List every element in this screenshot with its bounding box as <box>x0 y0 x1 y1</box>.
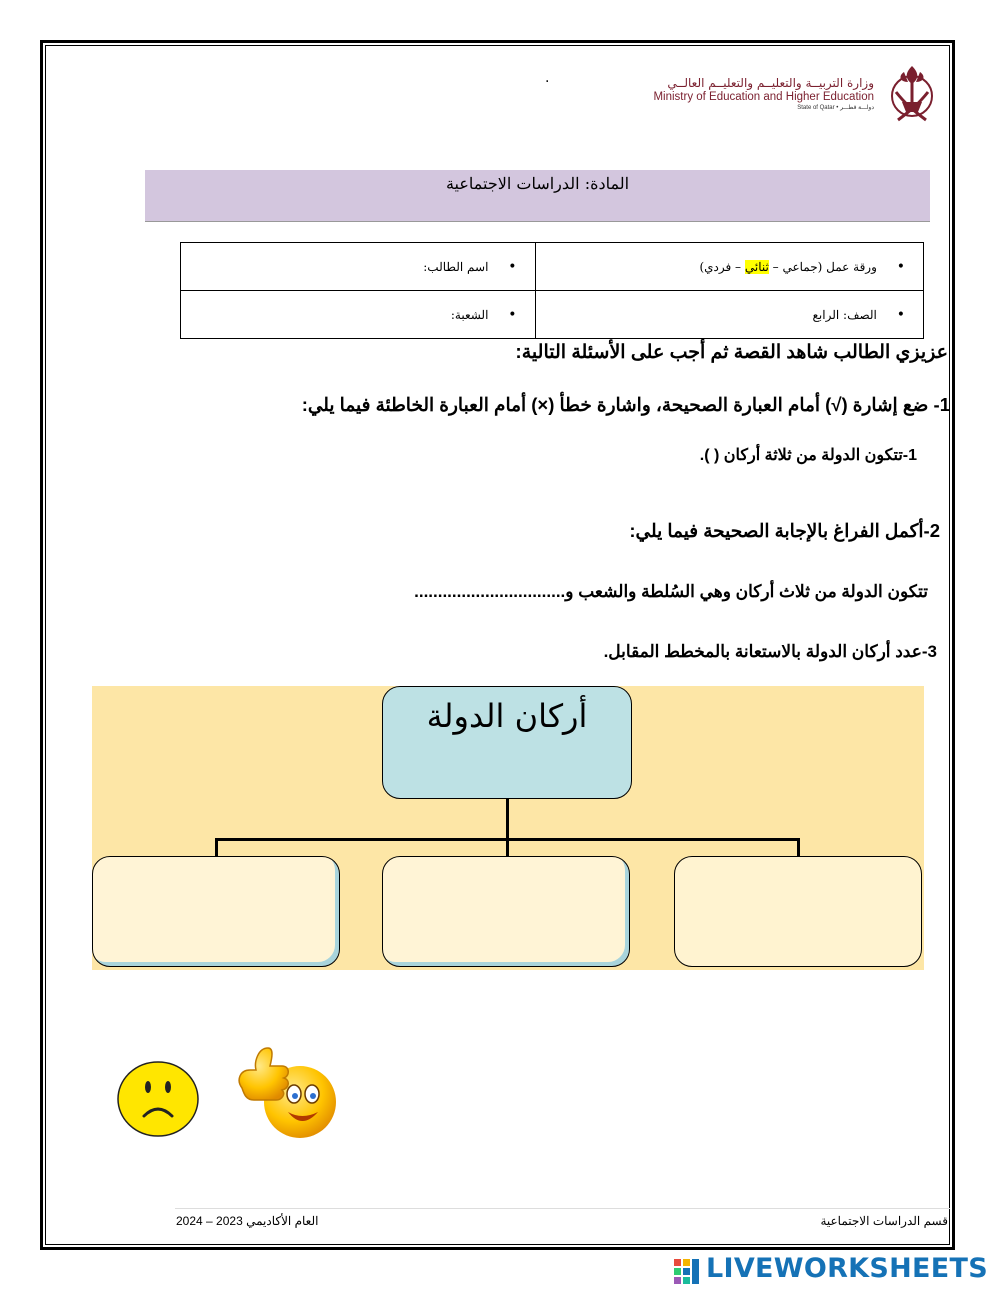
pillar-answer-box-left[interactable] <box>92 856 340 967</box>
connector-left <box>215 838 218 856</box>
worksheet-type-highlight: ثنائي <box>744 259 769 274</box>
question-1-title: 1- ضع إشارة (√) أمام العبارة الصحيحة، واشارة خطأ (×) أمام العبارة الخاطئة فيما يلي: <box>301 394 950 415</box>
intro-text: عزيزي الطالب شاهد القصة ثم أجب على الأسئلة التالية: <box>515 342 948 363</box>
subject-title: المادة: الدراسات الاجتماعية <box>445 174 630 193</box>
connector-trunk <box>506 799 509 839</box>
table-row <box>181 243 924 291</box>
brand-name: LIVEWORKSHEETS <box>705 1253 988 1284</box>
diagram-root-box <box>382 686 632 799</box>
footer-department: قسم الدراسات الاجتماعية <box>820 1214 948 1228</box>
thumbs-up-smiley-icon[interactable] <box>232 1040 342 1140</box>
diagram-root-label: أركان الدولة <box>426 697 588 735</box>
pillar-answer-box-right[interactable] <box>674 856 922 967</box>
state-of-qatar: State of Qatar • دولـــة قطـــر <box>797 105 874 111</box>
grade-cell: • الصف: الرابع <box>535 291 923 339</box>
sad-face-icon[interactable] <box>116 1060 200 1138</box>
grade-label: الصف: الرابع <box>812 307 877 322</box>
footer-divider <box>175 1208 950 1209</box>
question-1-item[interactable]: 1-تتكون الدولة من ثلاثة أركان ( ). <box>699 447 917 464</box>
qatar-emblem-icon <box>882 58 942 128</box>
liveworksheets-brand[interactable] <box>706 1253 988 1284</box>
stray-dot: . <box>545 70 550 86</box>
pillar-answer-box-middle[interactable] <box>382 856 630 967</box>
section-label: الشعبة: <box>450 307 489 322</box>
question-2-title: 2-أكمل الفراغ بالإجابة الصحيحة فيما يلي: <box>629 520 940 541</box>
student-name-cell[interactable]: • اسم الطالب: <box>181 243 536 291</box>
liveworksheets-logo-icon <box>674 1259 700 1285</box>
ministry-name-arabic: وزارة التربيــة والتعليــم والتعليــم العالــي <box>667 76 874 90</box>
section-cell[interactable]: • الشعبة: <box>181 291 536 339</box>
table-row <box>181 291 924 339</box>
question-2-item[interactable]: تتكون الدولة من ثلاث أركان وهي السُلطة والشعب و................................ <box>414 582 928 601</box>
connector-middle <box>506 838 509 856</box>
info-table <box>180 242 924 339</box>
subject-bar <box>145 170 930 222</box>
student-name-label: اسم الطالب: <box>423 259 489 274</box>
connector-right <box>797 838 800 856</box>
footer-academic-year: العام الأكاديمي 2023 – 2024 <box>176 1214 319 1228</box>
ministry-logo <box>642 58 942 130</box>
ministry-name-english: Ministry of Education and Higher Education <box>653 91 874 103</box>
state-pillars-diagram <box>92 686 924 970</box>
worksheet-type-suffix: – فردي) <box>699 259 742 274</box>
worksheet-type-cell: • ورقة عمل (جماعي – ثنائي – فردي) <box>535 243 923 291</box>
question-3-title: 3-عدد أركان الدولة بالاستعانة بالمخطط المقابل. <box>603 642 937 661</box>
worksheet-type-prefix: ورقة عمل (جماعي – <box>772 259 877 274</box>
